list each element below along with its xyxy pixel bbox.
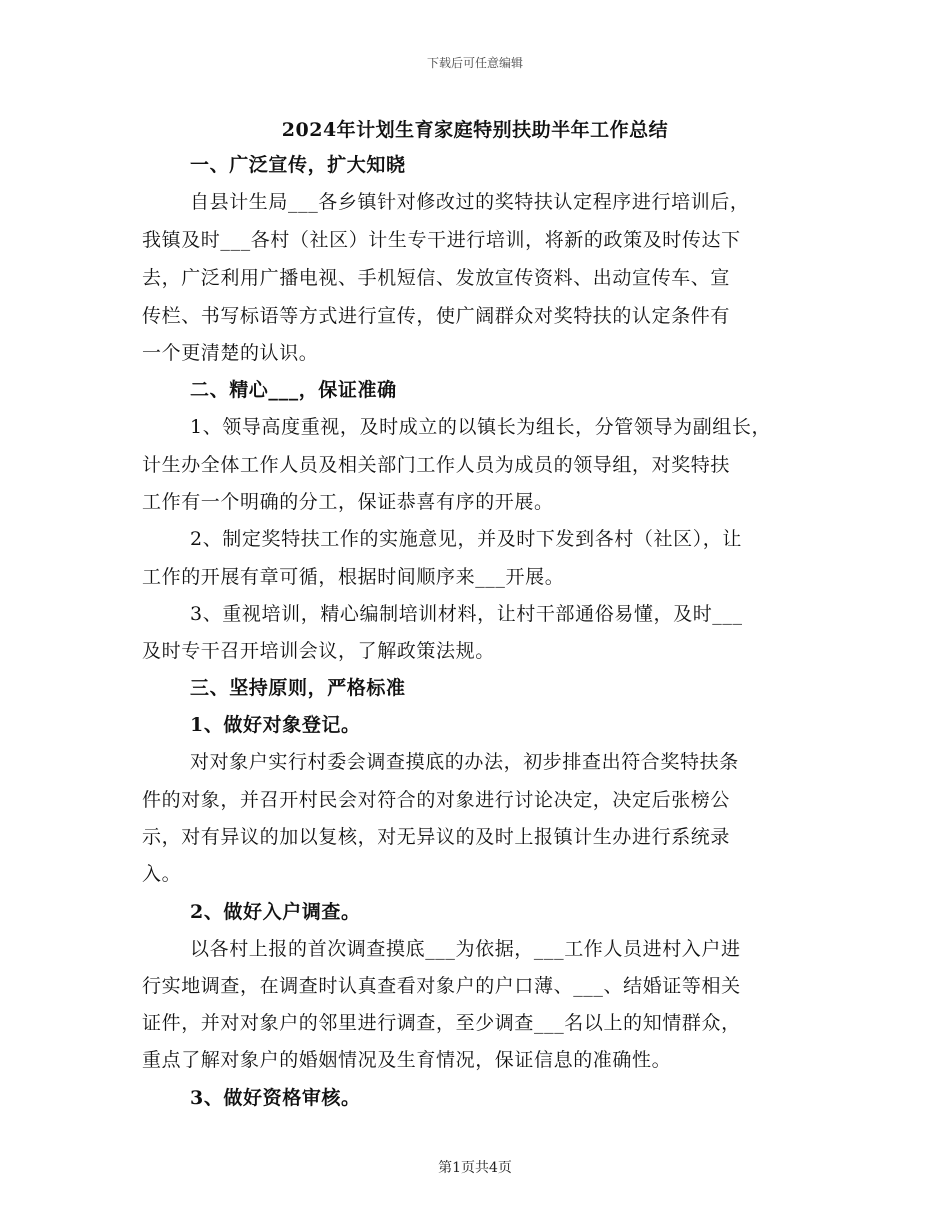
page-header: 下载后可任意编辑 xyxy=(426,56,523,70)
paragraph-line: 2、制定奖特扶工作的实施意见，并及时下发到各村（社区），让 xyxy=(190,528,742,550)
paragraph-line: 对对象户实行村委会调查摸底的办法，初步排查出符合奖特扶条 xyxy=(190,751,739,773)
paragraph-line: 3、重视培训，精心编制培训材料，让村干部通俗易懂，及时___ xyxy=(190,603,743,625)
section-heading-1: 一、广泛宣传，扩大知晓 xyxy=(190,154,406,176)
paragraph-line: 自县计生局___各乡镇针对修改过的奖特扶认定程序进行培训后， xyxy=(190,191,750,213)
paragraph-line: 1、领导高度重视，及时成立的以镇长为组长，分管领导为副组长， xyxy=(190,416,772,438)
paragraph-line: 计生办全体工作人员及相关部门工作人员为成员的领导组，对奖特扶 xyxy=(142,454,731,476)
paragraph-line: 工作的开展有章可循，根据时间顺序来___开展。 xyxy=(142,566,565,588)
paragraph-line: 件的对象，并召开村民会对符合的对象进行讨论决定，决定后张榜公 xyxy=(142,789,731,811)
subheading: 2、做好入户调查。 xyxy=(190,901,361,923)
paragraph-line: 重点了解对象户的婚姻情况及生育情况，保证信息的准确性。 xyxy=(142,1049,672,1071)
paragraph-line: 传栏、书写标语等方式进行宣传，使广阔群众对奖特扶的认定条件有 xyxy=(142,305,731,327)
paragraph-line: 入。 xyxy=(142,863,182,885)
paragraph-line: 行实地调查，在调查时认真查看对象户的户口薄、___、结婚证等相关 xyxy=(142,975,741,997)
subheading: 3、做好资格审核。 xyxy=(190,1087,361,1109)
paragraph-line: 去，广泛利用广播电视、手机短信、发放宣传资料、出动宣传车、宣 xyxy=(142,267,731,289)
paragraph-line: 一个更清楚的认识。 xyxy=(142,342,319,364)
paragraph-line: 示，对有异议的加以复核，对无异议的及时上报镇计生办进行系统录 xyxy=(142,826,731,848)
section-heading-3: 三、坚持原则，严格标准 xyxy=(190,677,406,699)
paragraph-line: 我镇及时___各村（社区）计生专干进行培训，将新的政策及时传达下 xyxy=(142,229,741,251)
subheading: 1、做好对象登记。 xyxy=(190,714,361,736)
paragraph-line: 以各村上报的首次调查摸底___为依据，___工作人员进村入户进 xyxy=(190,938,741,960)
document-title: 2024年计划生育家庭特别扶助半年工作总结 xyxy=(281,119,669,141)
section-heading-2: 二、精心___，保证准确 xyxy=(190,379,397,401)
paragraph-line: 及时专干召开培训会议，了解政策法规。 xyxy=(142,640,495,662)
paragraph-line: 工作有一个明确的分工，保证恭喜有序的开展。 xyxy=(142,491,554,513)
paragraph-line: 证件，并对对象户的邻里进行调查，至少调查___名以上的知情群众， xyxy=(142,1012,741,1034)
page-footer: 第1页共4页 xyxy=(438,1160,512,1176)
